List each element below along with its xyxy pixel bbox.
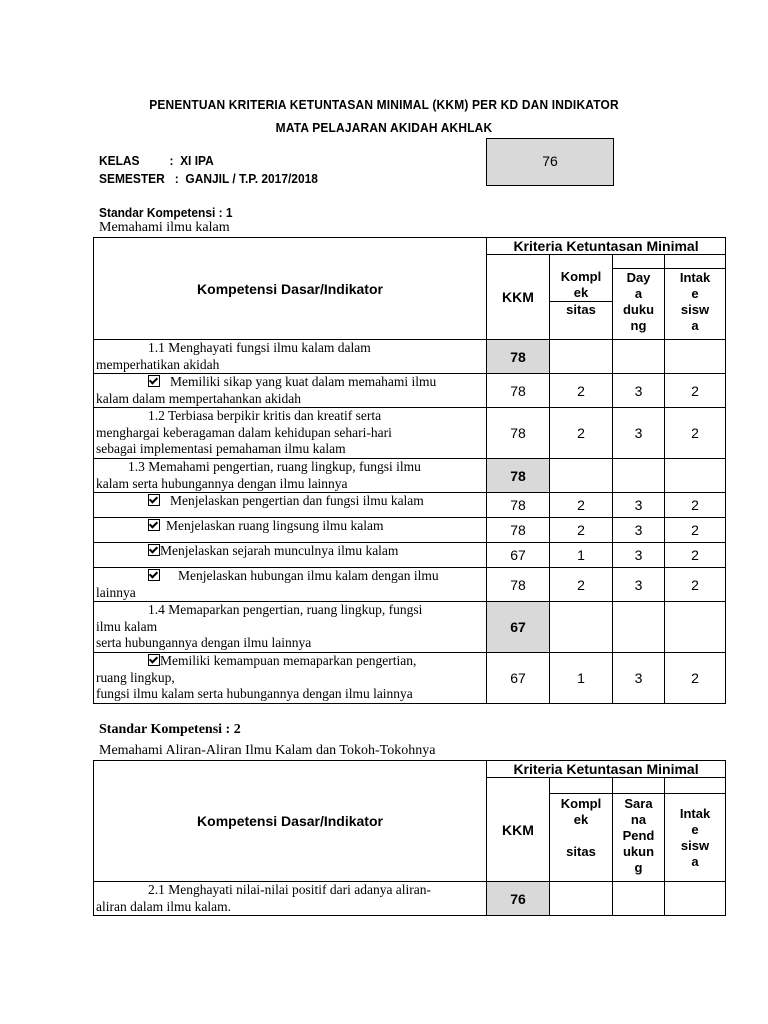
sk1-col-intake: Intak e sisw a xyxy=(665,269,726,340)
sk1-col-kd: Kompetensi Dasar/Indikator xyxy=(94,238,487,340)
table-row: Memiliki sikap yang kuat dalam memahami ilmu kalam dalam mempertahankan akidah 78 2 3 2 xyxy=(94,374,726,408)
semester-label: SEMESTER : GANJIL / T.P. 2017/2018 xyxy=(99,171,318,186)
kkm-cell: 78 xyxy=(487,340,550,374)
table-row: 1.4 Memaparkan pengertian, ruang lingkup, fungsi ilmu kalam serta hubungannya dengan ilmu lainnya 67 xyxy=(94,602,726,653)
sk1-table xyxy=(93,237,726,704)
sk2-col-sarana-pendukung: Sara na Pend ukun g xyxy=(613,794,665,882)
sk1-col-kkm: KKM xyxy=(487,255,550,340)
sk2-col-intake: Intak e sisw a xyxy=(665,794,726,882)
checkbox-icon xyxy=(148,519,160,531)
kkm-cell: 67 xyxy=(487,602,550,653)
table-row: Menjelaskan pengertian dan fungsi ilmu kalam 78 2 3 2 xyxy=(94,493,726,518)
sk2-col-kkm: KKM xyxy=(487,778,550,882)
table-row: Menjelaskan hubungan ilmu kalam dengan ilmu lainnya 78 2 3 2 xyxy=(94,568,726,602)
checkbox-icon xyxy=(148,569,160,581)
sk2-table xyxy=(93,760,726,916)
sk2-col-kompleksitas: Kompl ek sitas xyxy=(550,794,613,882)
document-title: PENENTUAN KRITERIA KETUNTASAN MINIMAL (KKM) PER KD DAN INDIKATOR xyxy=(149,97,619,112)
checkbox-icon xyxy=(148,494,160,506)
table-row: Memiliki kemampuan memaparkan pengertian, ruang lingkup, fungsi ilmu kalam serta hubungannya dengan ilmu lainnya 67 1 3 2 xyxy=(94,653,726,704)
document-subtitle: MATA PELAJARAN AKIDAH AKHLAK xyxy=(275,120,493,135)
sk1-col-daya-dukung: Day a duku ng xyxy=(613,269,665,340)
table-row: 2.1 Menghayati nilai-nilai positif dari adanya aliran- aliran dalam ilmu kalam. 76 xyxy=(94,882,726,916)
sk2-subtitle: Memahami Aliran-Aliran Ilmu Kalam dan Tokoh-Tokohnya xyxy=(99,743,436,758)
table-row: 1.2 Terbiasa berpikir kritis dan kreatif serta menghargai keberagaman dalam kehidupan sehari-hari sebagai implementasi pemahaman ilmu kalam 78 2 3 2 xyxy=(94,408,726,459)
kkm-cell: 76 xyxy=(487,882,550,916)
checkbox-icon xyxy=(148,375,160,387)
sk1-col-criteria: Kriteria Ketuntasan Minimal xyxy=(487,238,726,255)
kelas-label: KELAS : XI IPA xyxy=(99,153,214,168)
sk2-col-kd: Kompetensi Dasar/Indikator xyxy=(94,761,487,882)
table-row: Menjelaskan sejarah munculnya ilmu kalam 67 1 3 2 xyxy=(94,543,726,568)
kkm-cell: 78 xyxy=(487,459,550,493)
table-row: Menjelaskan ruang lingsung ilmu kalam 78 2 3 2 xyxy=(94,518,726,543)
sk2-col-criteria: Kriteria Ketuntasan Minimal xyxy=(487,761,726,778)
kkm-overall-box: 76 xyxy=(486,138,614,186)
sk1-heading: Standar Kompetensi : 1 xyxy=(99,205,233,220)
checkbox-icon xyxy=(148,544,160,556)
sk1-col-kompleksitas: Kompl ek sitas xyxy=(550,269,613,340)
sk1-subtitle: Memahami ilmu kalam xyxy=(99,220,230,235)
table-row: 1.1 Menghayati fungsi ilmu kalam dalam memperhatikan akidah 78 xyxy=(94,340,726,374)
sk2-heading: Standar Kompetensi : 2 xyxy=(99,722,241,737)
table-row: 1.3 Memahami pengertian, ruang lingkup, fungsi ilmu kalam serta hubungannya dengan ilmu lainnya 78 xyxy=(94,459,726,493)
checkbox-icon xyxy=(148,654,160,666)
